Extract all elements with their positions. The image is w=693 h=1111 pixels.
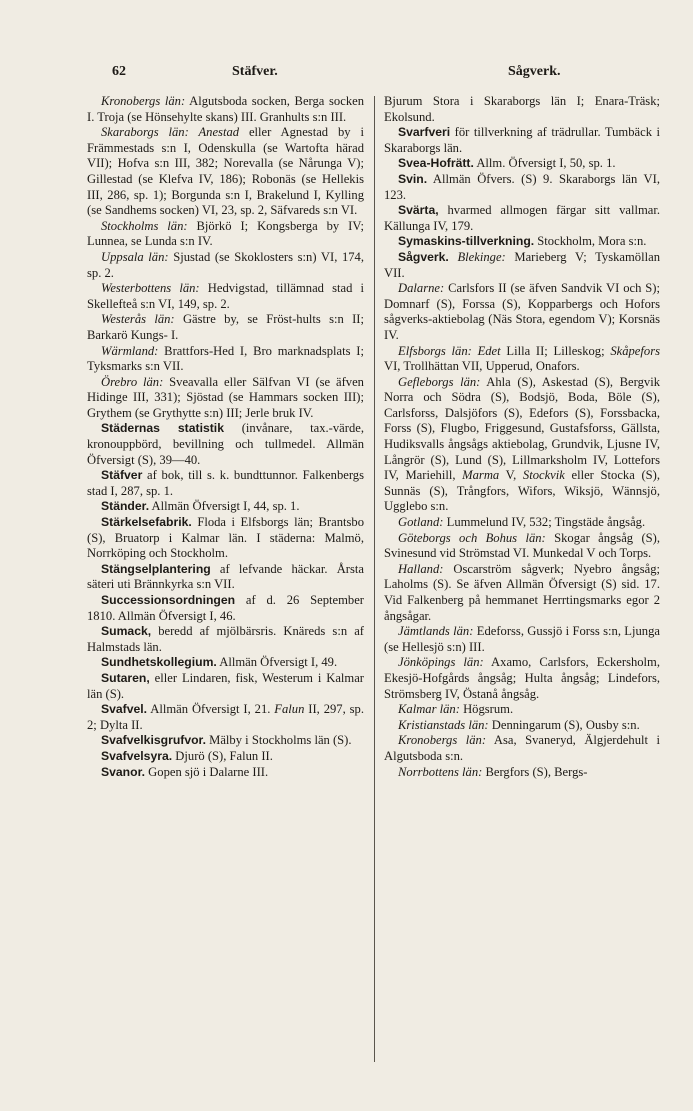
entry-text: Brattfors-Hed I, Bro marknadsplats I; Tyksmarks s:n VII. [87,343,364,374]
entry-paragraph [87,94,364,125]
region-label: Westerås län: [101,312,175,327]
entry-paragraph [384,655,660,702]
region-label: Örebro län: [101,374,164,389]
region-label: Elfsborgs län: Edet [398,343,501,358]
entry-keyword: Svafvelsyra. [101,748,173,763]
region-label: Jämtlands län: [398,624,474,639]
entry-keyword: Svanor. [101,764,146,779]
entry-paragraph [87,125,364,219]
entry-paragraph [87,219,364,250]
entry-paragraph [87,344,364,375]
entry-text: Lilla II; Lilleskog; [500,343,611,358]
entry-text: Gästre by, se Fröst-hults s:n II; Barkarö Kungs- I. [87,312,364,342]
region-label: Uppsala län: [101,249,169,264]
entry-text: Allmän Öfversigt I, 44, sp. 1. [149,499,300,514]
entry-paragraph [87,655,364,671]
entry-keyword: Svafvel. [101,702,148,717]
entry-paragraph [384,624,660,655]
entry-keyword: Svarfveri [398,125,451,140]
entry-text: af d. 26 September 1810. Allmän Öfversigt I, 46. [87,593,364,623]
entry-paragraph [384,718,660,734]
entry-text: af bok, till s. k. bundttunnor. Falkenbergs stad I, 287, sp. 1. [87,468,364,498]
entry-text: Sveavalla eller Sälfvan VI (se äfven Hidinge III, 331); Sjöstad (se Hammars socken III); Grythem (se Grythytte s:n) III; Jerle bruk IV. [87,374,364,420]
entry-paragraph [384,733,660,764]
region-label: Blekinge: [457,249,506,264]
region-label: Göteborgs och Bohus län: [398,530,546,545]
region-label: Kronobergs län: [398,733,487,748]
entry-text: Sjustad (se Skoklosters s:n) VI, 174, sp. 2. [87,249,364,280]
entry-paragraph [384,250,660,281]
entry-text: eller Stocka (S), Sunnäs (S), Trångfors, Wifors, Wiksjö, Wännsjö, Ugglebo s:n. [384,468,660,514]
entry-paragraph [87,765,364,781]
region-label: Skåpefors [610,343,660,358]
entry-keyword: Svärta, [398,203,439,218]
region-label: Falun [274,702,305,717]
region-label: Norrbottens län: [398,764,483,779]
entry-keyword: Sundhetskollegium. [101,655,217,670]
entry-text: V, [499,468,523,483]
right-column [384,94,660,780]
entry-paragraph [384,562,660,624]
column-divider [374,96,375,1062]
region-label: Westerbottens län: [101,281,200,296]
entry-text: Gopen sjö i Dalarne III. [145,764,269,779]
entry-paragraph [87,468,364,499]
entry-paragraph [87,562,364,593]
entry-text: eller Agnestad by i Främmestads s:n I, Odenskulla (se Wartofta härad VII); Hofva s:n III, 382; Norevalla (se Nårunga V); Gillestad (se Klefva IV, 186); Robonäs (se Hellekis III, 286, sp. 1); Borgunda s:n I, Brakelund I, Kylling (se Sandhems socken) VI, 23, sp. 2, Säfvareds s:n VI. [87,125,364,218]
entry-paragraph [384,234,660,250]
entry-keyword: Städernas statistik [101,421,224,436]
entry-paragraph [87,515,364,562]
entry-text: för tillverkning af trädrullar. Tumbäck i Skaraborgs län. [384,125,660,155]
entry-text: Asa, Svaneryd, Älgjerdehult i Algutsboda s:n. [384,733,660,763]
entry-paragraph [384,531,660,562]
entry-text: Allm. Öfversigt I, 50, sp. 1. [473,156,616,171]
region-label: Gotland: [398,515,444,530]
entry-keyword: Sutaren, [101,670,150,685]
entry-text: (invånare, tax.-värde, kronouppbörd, bevillning och tullmedel. Allmän Öfversigt (S), 39—40. [87,421,364,467]
entry-paragraph [87,421,364,468]
entry-keyword: Symaskins-tillverkning. [398,234,535,249]
region-label: Jönköpings län: [398,655,484,670]
entry-keyword: Svea-Hofrätt. [398,156,474,171]
region-label: Stockholms län: [101,218,188,233]
entry-text: Axamo, Carlsfors, Eckersholm, Ekesjö-Hofgårds ångsåg; Hulta ångsåg; Lindefors, Strömsberg IV, Östanå ångsåg. [384,655,661,701]
region-label: Stockvik [522,468,565,483]
entry-text: Bjurum Stora i Skaraborgs län I; Enara-Träsk; Ekolsund. [384,94,660,124]
entry-paragraph [384,344,660,375]
entry-paragraph [384,281,660,343]
entry-text: Stockholm, Mora s:n. [534,234,647,249]
entry-text: VI, Trollhättan VII, Upperud, Onafors. [384,359,580,374]
region-label: Kristianstads län: [398,717,489,732]
entry-keyword: Svafvelkisgrufvor. [101,733,206,748]
entry-text: Allmän Öfversigt I, 49. [216,655,338,670]
entry-text: Algutsboda socken, Berga socken I. Troja (se Hönsehylte skans) III. Granhults s:n III. [87,94,364,124]
right-running-head: Sågverk. [508,64,561,79]
left-column [87,94,364,780]
entry-text: beredd af mjölbärsris. Knäreds s:n af Halmstads län. [87,624,364,654]
entry-paragraph [87,733,364,749]
entry-paragraph [87,671,364,702]
entry-paragraph [87,499,364,515]
entry-keyword: Sumack, [101,624,152,639]
entry-paragraph [87,312,364,343]
entry-paragraph [87,250,364,281]
page-number: 62 [112,64,126,79]
entry-text: Lummelund IV, 532; Tingstäde ångsåg. [443,515,646,530]
entry-paragraph [384,515,660,531]
entry-keyword: Stärkelsefabrik. [101,515,192,530]
entry-keyword: Successionsordningen [101,593,236,607]
left-running-head: Stäfver. [232,64,278,79]
entry-text: Floda i Elfsborgs län; Brantsbo (S), Bruatorp i Kalmar län. I städerna: Malmö, Norrköping och Stockholm. [87,515,364,561]
entry-keyword: Ständer. [101,499,150,514]
entry-text: Oscarström sågverk; Nyebro ångsåg; Laholms (S). Se äfven Allmän Öfversigt (S) sid. 17. Vid Falkenberg på hemmanet Herrtingsmarks egor 2 ångsågar. [384,561,660,623]
region-label: Kronobergs län: [101,94,186,108]
entry-keyword: Sågverk. [398,249,449,264]
entry-text: Allmän Öfversigt I, 21. [147,702,275,717]
entry-paragraph [384,203,660,234]
entry-paragraph [384,765,660,781]
entry-text: Ahla (S), Askestad (S), Bergvik Norra och Södra (S), Bodsjö, Boda, Böle (S), Carlsforss, Dalsjöfors (S), Edefors (S), Forssbacka, Forss (S), Flugbo, Friggesund, Gustafsforss, Gällsta, Hudiksvalls ångsågs aktiebolag, Grundvik, Ljusne IV, Långrör (S), Lund (S), Lillmarksholm IV, Lottefors IV, Mariehill, [384,374,660,483]
entry-paragraph [87,375,364,422]
entry-text: eller Lindaren, fisk, Westerum i Kalmar län (S). [87,670,364,701]
entry-paragraph [384,375,660,515]
entry-text: Denningarum (S), Ousby s:n. [488,717,640,732]
entry-paragraph [87,702,364,733]
region-label: Halland: [398,561,444,576]
region-label: Dalarne: [398,281,445,296]
entry-text: Skogar ångsåg (S), Svinesund vid Strömstad VI. Munkedal V och Torps. [384,530,660,561]
region-label: Wärmland: [101,343,159,358]
entry-keyword: Stäfver [101,468,143,483]
entry-paragraph [384,156,660,172]
entry-text: Högsrum. [459,702,514,717]
entry-paragraph [87,593,364,624]
entry-text: hvarmed allmogen färgar sitt vallmar. Källunga IV, 179. [384,203,660,233]
entry-paragraph [384,702,660,718]
region-label: Kalmar län: [398,702,460,717]
entry-paragraph [384,172,660,203]
entry-text: Björkö I; Kongsberga by IV; Lunnea, se Lunda s:n IV. [87,218,365,249]
entry-text: Bergfors (S), Bergs- [482,764,588,779]
entry-text: II, 297, sp. 2; Dylta II. [87,702,364,732]
entry-text: Edeforss, Gussjö i Forss s:n, Ljunga (se Hellesjö s:n) III. [384,624,660,654]
region-label: Skaraborgs län: Anestad [101,125,240,140]
entry-text: Allmän Öfvers. (S) 9. Skaraborgs län VI, 123. [384,171,660,202]
entry-paragraph [87,749,364,765]
entry-paragraph [87,281,364,312]
entry-text: Hedvigstad, tillämnad stad i Skellefteå s:n VI, 149, sp. 2. [87,281,365,311]
entry-text: Carlsfors II (se äfven Sandvik VI och S); Domnarf (S), Forssa (S), Kopparbergs och Hofors sågverks-aktiebolag (Näs Stora, egendom V); Korsnäs IV. [384,281,660,342]
region-label: Marma [462,468,500,483]
entry-paragraph [384,94,660,125]
entry-text: af lefvande häckar. Årsta säteri uti Brännkyrka s:n VII. [87,561,364,592]
entry-text: Marieberg V; Tyskamöllan VII. [384,249,660,280]
entry-paragraph [87,624,364,655]
entry-keyword: Stängselplantering [101,561,211,576]
entry-text: Mälby i Stockholms län (S). [206,733,352,748]
entry-keyword: Svin. [398,171,428,186]
region-label: Gefleborgs län: [398,374,481,389]
entry-text: Djurö (S), Falun II. [172,748,273,763]
entry-paragraph [384,125,660,156]
